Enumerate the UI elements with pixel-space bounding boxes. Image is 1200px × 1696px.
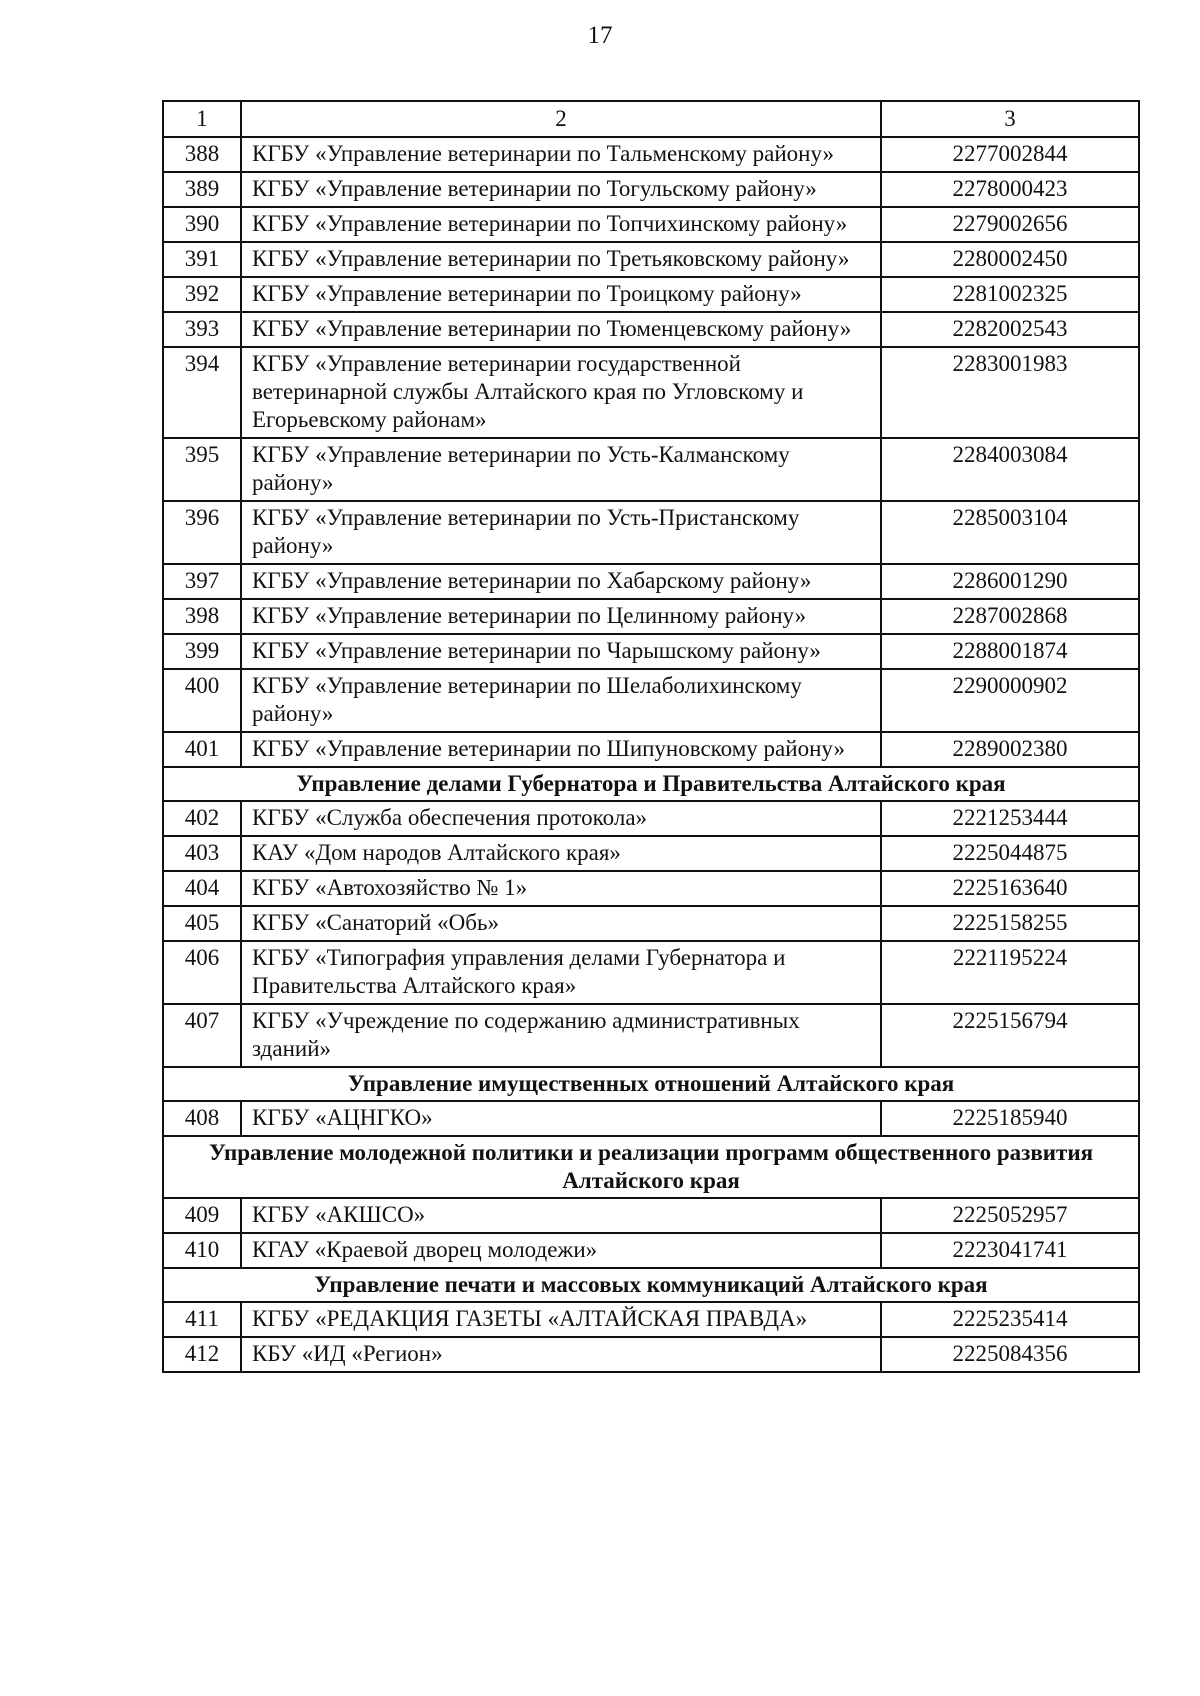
table-row xyxy=(163,501,1139,564)
table-row xyxy=(163,1302,1139,1337)
institution-inn: 2284003084 xyxy=(881,438,1139,501)
row-number: 404 xyxy=(163,871,241,906)
table-row xyxy=(163,438,1139,501)
table-row xyxy=(163,1101,1139,1136)
table-row xyxy=(163,137,1139,172)
institution-name: КГБУ «Управление ветеринарии по Целинному району» xyxy=(241,599,881,634)
institution-inn: 2279002656 xyxy=(881,207,1139,242)
row-number: 394 xyxy=(163,347,241,438)
institution-inn: 2282002543 xyxy=(881,312,1139,347)
section-heading-row xyxy=(163,1268,1139,1302)
column-header-1: 1 xyxy=(163,101,241,137)
page-number: 17 xyxy=(587,22,613,49)
table-row xyxy=(163,906,1139,941)
row-number: 397 xyxy=(163,564,241,599)
institution-name: КГБУ «Управление ветеринарии по Хабарскому району» xyxy=(241,564,881,599)
institution-name: КГБУ «Управление ветеринарии по Топчихинскому району» xyxy=(241,207,881,242)
institution-name: КГБУ «Управление ветеринарии по Шелаболихинскому району» xyxy=(241,669,881,732)
institution-inn: 2280002450 xyxy=(881,242,1139,277)
table-row xyxy=(163,634,1139,669)
row-number: 402 xyxy=(163,801,241,836)
table-row xyxy=(163,172,1139,207)
institution-name: КБУ «ИД «Регион» xyxy=(241,1337,881,1372)
institution-inn: 2225158255 xyxy=(881,906,1139,941)
table-row xyxy=(163,871,1139,906)
table-row xyxy=(163,1004,1139,1067)
table-row xyxy=(163,941,1139,1004)
institution-inn: 2277002844 xyxy=(881,137,1139,172)
institution-name: КАУ «Дом народов Алтайского края» xyxy=(241,836,881,871)
row-number: 405 xyxy=(163,906,241,941)
institution-inn: 2225163640 xyxy=(881,871,1139,906)
section-title: Управление печати и массовых коммуникаций Алтайского края xyxy=(163,1268,1139,1302)
institution-inn: 2281002325 xyxy=(881,277,1139,312)
institution-inn: 2225052957 xyxy=(881,1198,1139,1233)
institution-name: КГБУ «Управление ветеринарии по Тогульскому району» xyxy=(241,172,881,207)
table-row xyxy=(163,669,1139,732)
institution-name: КГБУ «РЕДАКЦИЯ ГАЗЕТЫ «АЛТАЙСКАЯ ПРАВДА» xyxy=(241,1302,881,1337)
institution-name: КГБУ «Управление ветеринарии государственной ветеринарной службы Алтайского края по Угловскому и Егорьевскому районам» xyxy=(241,347,881,438)
section-title: Управление делами Губернатора и Правительства Алтайского края xyxy=(163,767,1139,801)
institution-name: КГБУ «Типография управления делами Губернатора и Правительства Алтайского края» xyxy=(241,941,881,1004)
table-row xyxy=(163,1198,1139,1233)
table-row xyxy=(163,801,1139,836)
institution-inn: 2288001874 xyxy=(881,634,1139,669)
table-row xyxy=(163,1233,1139,1268)
institution-name: КГБУ «АЦНГКО» xyxy=(241,1101,881,1136)
institution-name: КГБУ «Управление ветеринарии по Усть-Пристанскому району» xyxy=(241,501,881,564)
institution-name: КГБУ «Учреждение по содержанию административных зданий» xyxy=(241,1004,881,1067)
section-heading-row xyxy=(163,1136,1139,1198)
institution-inn: 2278000423 xyxy=(881,172,1139,207)
row-number: 407 xyxy=(163,1004,241,1067)
institution-inn: 2221253444 xyxy=(881,801,1139,836)
section-title: Управление имущественных отношений Алтайского края xyxy=(163,1067,1139,1101)
row-number: 410 xyxy=(163,1233,241,1268)
table-row xyxy=(163,599,1139,634)
row-number: 412 xyxy=(163,1337,241,1372)
institution-inn: 2223041741 xyxy=(881,1233,1139,1268)
institution-name: КГБУ «Управление ветеринарии по Чарышскому району» xyxy=(241,634,881,669)
institution-name: КГБУ «Санаторий «Обь» xyxy=(241,906,881,941)
table-row xyxy=(163,836,1139,871)
row-number: 391 xyxy=(163,242,241,277)
column-header-3: 3 xyxy=(881,101,1139,137)
row-number: 398 xyxy=(163,599,241,634)
institution-name: КГБУ «Управление ветеринарии по Шипуновскому району» xyxy=(241,732,881,767)
row-number: 395 xyxy=(163,438,241,501)
row-number: 389 xyxy=(163,172,241,207)
institution-inn: 2225185940 xyxy=(881,1101,1139,1136)
row-number: 409 xyxy=(163,1198,241,1233)
table-row xyxy=(163,732,1139,767)
table-row xyxy=(163,277,1139,312)
institution-name: КГБУ «АКШСО» xyxy=(241,1198,881,1233)
institution-name: КГБУ «Управление ветеринарии по Третьяковскому району» xyxy=(241,242,881,277)
row-number: 408 xyxy=(163,1101,241,1136)
section-heading-row xyxy=(163,767,1139,801)
institution-inn: 2287002868 xyxy=(881,599,1139,634)
table-header-row xyxy=(163,101,1139,137)
table-row xyxy=(163,1337,1139,1372)
institution-name: КГБУ «Управление ветеринарии по Тюменцевскому району» xyxy=(241,312,881,347)
table-row xyxy=(163,347,1139,438)
row-number: 390 xyxy=(163,207,241,242)
row-number: 411 xyxy=(163,1302,241,1337)
table-row xyxy=(163,564,1139,599)
row-number: 400 xyxy=(163,669,241,732)
row-number: 396 xyxy=(163,501,241,564)
institution-name: КГБУ «Управление ветеринарии по Тальменскому району» xyxy=(241,137,881,172)
column-header-2: 2 xyxy=(241,101,881,137)
institution-inn: 2285003104 xyxy=(881,501,1139,564)
institution-inn: 2290000902 xyxy=(881,669,1139,732)
institutions-table xyxy=(162,100,1140,1373)
row-number: 403 xyxy=(163,836,241,871)
row-number: 393 xyxy=(163,312,241,347)
institution-inn: 2225084356 xyxy=(881,1337,1139,1372)
institution-name: КГБУ «Служба обеспечения протокола» xyxy=(241,801,881,836)
row-number: 401 xyxy=(163,732,241,767)
institution-inn: 2286001290 xyxy=(881,564,1139,599)
table-row xyxy=(163,312,1139,347)
section-title: Управление молодежной политики и реализации программ общественного развития Алтайского края xyxy=(163,1136,1139,1198)
table-body xyxy=(163,101,1139,1372)
institution-inn: 2225156794 xyxy=(881,1004,1139,1067)
institution-name: КГБУ «Управление ветеринарии по Троицкому району» xyxy=(241,277,881,312)
institution-inn: 2225044875 xyxy=(881,836,1139,871)
institution-name: КГАУ «Краевой дворец молодежи» xyxy=(241,1233,881,1268)
institution-name: КГБУ «Автохозяйство № 1» xyxy=(241,871,881,906)
row-number: 399 xyxy=(163,634,241,669)
row-number: 388 xyxy=(163,137,241,172)
section-heading-row xyxy=(163,1067,1139,1101)
institution-inn: 2289002380 xyxy=(881,732,1139,767)
row-number: 392 xyxy=(163,277,241,312)
table-row xyxy=(163,207,1139,242)
institution-inn: 2221195224 xyxy=(881,941,1139,1004)
row-number: 406 xyxy=(163,941,241,1004)
institution-inn: 2283001983 xyxy=(881,347,1139,438)
table-row xyxy=(163,242,1139,277)
institution-inn: 2225235414 xyxy=(881,1302,1139,1337)
institution-name: КГБУ «Управление ветеринарии по Усть-Калманскому району» xyxy=(241,438,881,501)
